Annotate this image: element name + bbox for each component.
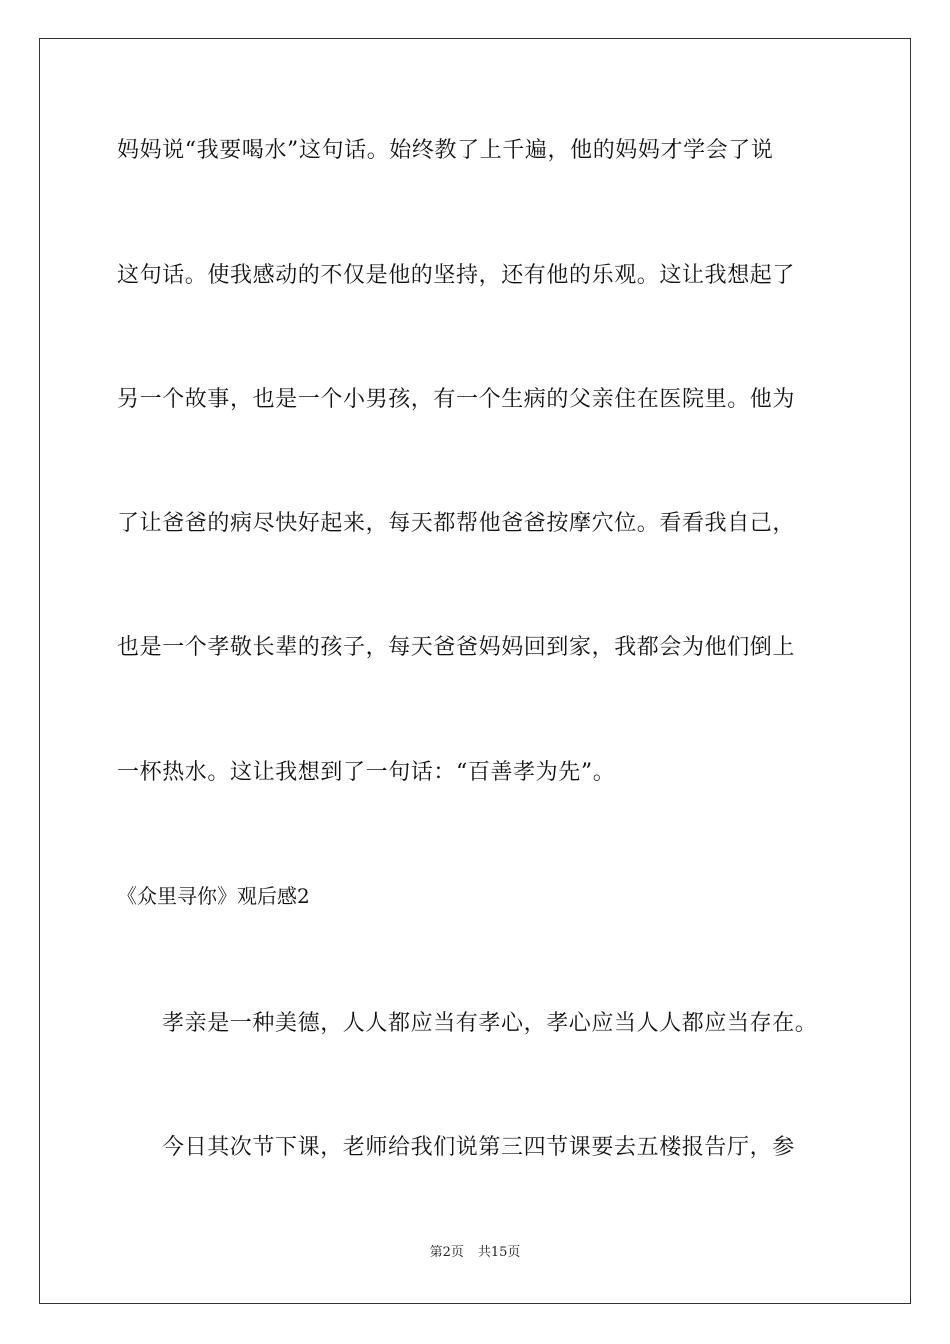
page-frame [39, 38, 911, 1304]
page-number: 第2页 [429, 1245, 464, 1260]
paragraph-1: 孝亲是一种美德，人人都应当有孝心，孝心应当人人都应当存在。 [162, 1011, 818, 1036]
page-total: 共15页 [477, 1245, 521, 1260]
body-line-5: 也是一个孝敬长辈的孩子，每天爸爸妈妈回到家，我都会为他们倒上 [117, 635, 796, 660]
body-line-4: 了让爸爸的病尽快好起来，每天都帮他爸爸按摩穴位。看看我自己， [117, 511, 796, 536]
body-line-2: 这句话。使我感动的不仅是他的坚持，还有他的乐观。这让我想起了 [117, 263, 796, 288]
body-line-1: 妈妈说“我要喝水”这句话。始终教了上千遍，他的妈妈才学会了说 [117, 138, 774, 163]
body-line-6: 一杯热水。这让我想到了一句话：“百善孝为先”。 [117, 760, 616, 785]
page-footer [0, 1244, 950, 1262]
section-title: 《众里寻你》观后感2 [117, 884, 310, 908]
body-line-3: 另一个故事，也是一个小男孩，有一个生病的父亲住在医院里。他为 [117, 387, 796, 412]
paragraph-2: 今日其次节下课，老师给我们说第三四节课要去五楼报告厅，参 [162, 1135, 795, 1160]
